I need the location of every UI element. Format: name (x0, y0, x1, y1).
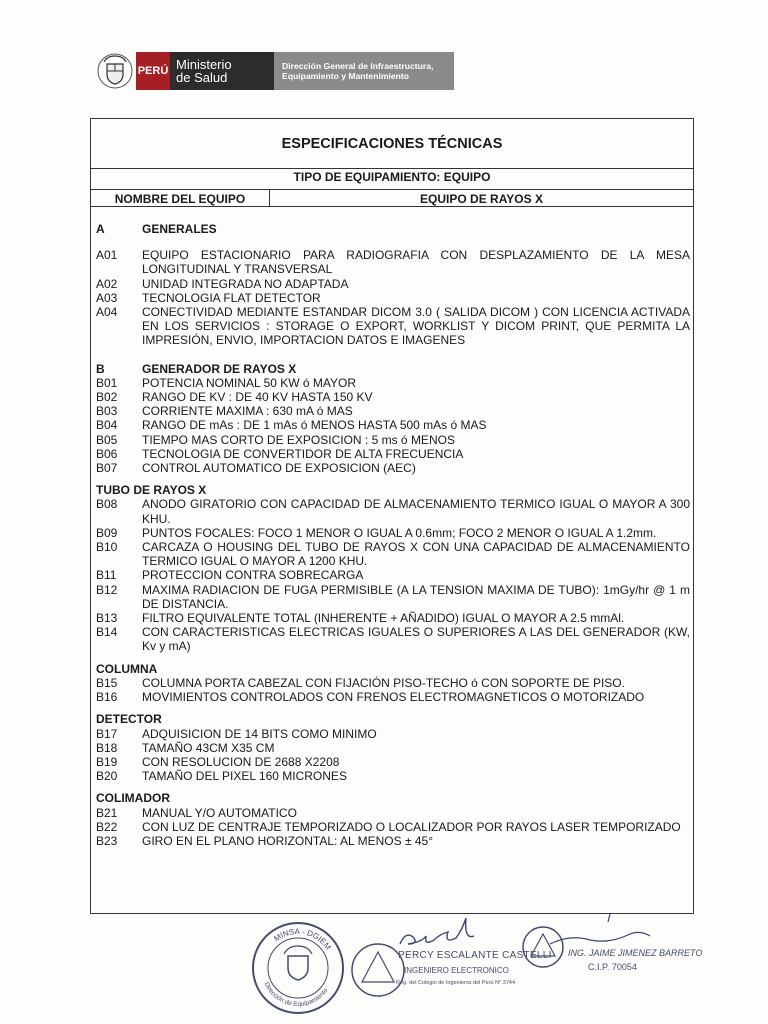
item-code: B15 (96, 675, 118, 690)
item-text: TIEMPO MAS CORTO DE EXPOSICION : 5 ms ó MENOS (142, 432, 455, 447)
directorate-name (274, 52, 454, 90)
item-text: FILTRO EQUIVALENTE TOTAL (INHERENTE + AÑADIDO) IGUAL O MAYOR A 2.5 mmAl. (142, 611, 625, 626)
item-code: A03 (96, 290, 118, 305)
seal-top-text: MINSA - DGIEM (272, 926, 333, 952)
item-code: B12 (96, 582, 118, 597)
document-title: ESPECIFICACIONES TÉCNICAS (281, 136, 503, 152)
item-code: B22 (96, 819, 118, 834)
item-text: PROTECCION CONTRA SOBRECARGA (142, 568, 364, 583)
signature-2-icon (540, 910, 680, 970)
item-code: B02 (96, 390, 118, 405)
item-text: CORRIENTE MAXIMA : 630 mA ó MAS (142, 404, 353, 419)
item-text: MANUAL Y/O AUTOMATICO (142, 805, 297, 820)
spec-item (96, 390, 692, 404)
spec-item (96, 834, 692, 848)
item-text: PUNTOS FOCALES: FOCO 1 MENOR O IGUAL A 0.6mm; FOCO 2 MENOR O IGUAL A 1.2mm. (142, 525, 657, 540)
official-seal-icon (250, 920, 346, 1016)
item-code: B10 (96, 540, 118, 555)
spec-item (96, 305, 692, 348)
subsection-title: TUBO DE RAYOS X (96, 483, 207, 498)
spec-item (96, 568, 692, 582)
item-text: CARCAZA O HOUSING DEL TUBO DE RAYOS X CON UNA CAPACIDAD DE ALMACENAMIENTO TERMICO IGUAL O MAYOR A 1200 KHU. (142, 540, 690, 569)
item-text: MAXIMA RADIACION DE FUGA PERMISIBLE (A LA TENSION MAXIMA DE TUBO): 1mGy/hr @ 1 m DE DISTANCIA. (142, 582, 690, 611)
item-code: B07 (96, 461, 118, 476)
item-code: B23 (96, 833, 118, 848)
item-code: A02 (96, 276, 118, 291)
spec-item (96, 820, 692, 834)
signer-1-registration: Reg. del Colegio de Ingenieros del Perú N° 3744 (396, 980, 515, 986)
spec-item (96, 583, 692, 611)
subsection-detector (96, 712, 692, 783)
item-code: B13 (96, 611, 118, 626)
equipment-type: TIPO DE EQUIPAMIENTO: EQUIPO (293, 170, 491, 184)
country-badge: PERÚ (136, 52, 170, 90)
item-code: A04 (96, 305, 118, 320)
divider (91, 206, 693, 207)
subsection-title: COLIMADOR (96, 791, 170, 806)
signature-1-icon (396, 914, 496, 954)
item-text: EQUIPO ESTACIONARIO PARA RADIOGRAFIA CON DESPLAZAMIENTO DE LA MESA LONGITUDINAL Y TRANSVERSAL (142, 248, 690, 277)
ministry-name (170, 52, 274, 90)
equipment-name-value: EQUIPO DE RAYOS X (420, 192, 543, 206)
spec-item (96, 277, 692, 291)
item-code: B01 (96, 375, 118, 390)
spec-item (96, 676, 692, 690)
signer-2-name: ING. JAIME JIMENEZ BARRETO (568, 948, 703, 958)
item-text: ADQUISICION DE 14 BITS COMO MINIMO (142, 726, 377, 741)
spec-item (96, 540, 692, 568)
item-text: GIRO EN EL PLANO HORIZONTAL: AL MENOS ± 45° (142, 833, 434, 848)
item-code: B20 (96, 769, 118, 784)
section-title: GENERALES (142, 222, 217, 236)
item-code: B17 (96, 726, 118, 741)
item-code: B08 (96, 497, 118, 512)
spec-item (96, 418, 692, 432)
item-text: CON RESOLUCION DE 2688 X2208 (142, 754, 340, 769)
subsection-tubo (96, 483, 692, 653)
section-letter: B (96, 361, 105, 376)
spec-item (96, 433, 692, 447)
divider (91, 168, 693, 169)
item-text: TECNOLOGIA FLAT DETECTOR (142, 290, 321, 305)
spec-content (96, 222, 692, 856)
directorate-line-1: Dirección General de Infraestructura, (282, 61, 434, 71)
subsection-title: DETECTOR (96, 712, 162, 727)
item-text: MOVIMIENTOS CONTROLADOS CON FRENOS ELECTROMAGNETICOS O MOTORIZADO (142, 690, 645, 705)
item-code: A01 (96, 248, 118, 263)
item-text: CON LUZ DE CENTRAJE TEMPORIZADO O LOCALIZADOR POR RAYOS LASER TEMPORIZADO (142, 819, 681, 834)
spec-item (96, 376, 692, 390)
equipment-name-label: NOMBRE DEL EQUIPO (114, 192, 246, 206)
equipment-name-row (91, 190, 693, 207)
ministry-line-2: de Salud (176, 70, 228, 85)
item-text: TAMAÑO 43CM X35 CM (142, 740, 275, 755)
section-heading (96, 362, 692, 376)
spec-item (96, 447, 692, 461)
item-text: TECNOLOGIA DE CONVERTIDOR DE ALTA FRECUENCIA (142, 446, 464, 461)
spec-item (96, 526, 692, 540)
spec-item (96, 625, 692, 653)
item-code: B03 (96, 404, 118, 419)
coat-of-arms-icon (96, 52, 134, 90)
item-text: TAMAÑO DEL PIXEL 160 MICRONES (142, 769, 347, 784)
subsection-colimador (96, 791, 692, 848)
item-code: B19 (96, 754, 118, 769)
section-heading (96, 222, 692, 236)
section-generales (96, 222, 692, 348)
ministry-header (96, 50, 454, 92)
spec-item (96, 291, 692, 305)
directorate-line-2: Equipamiento y Mantenimiento (282, 71, 410, 81)
item-text: CONTROL AUTOMATICO DE EXPOSICION (AEC) (142, 461, 416, 476)
spec-item (96, 404, 692, 418)
item-code: B04 (96, 418, 118, 433)
spec-item (96, 248, 692, 276)
signer-1-name: PERCY ESCALANTE CASTELLI (398, 950, 552, 961)
spec-item (96, 769, 692, 783)
item-text: RANGO DE KV : DE 40 KV HASTA 150 KV (142, 390, 373, 405)
item-code: B09 (96, 525, 118, 540)
item-code: B14 (96, 625, 118, 640)
spec-item (96, 690, 692, 704)
item-code: B16 (96, 690, 118, 705)
spec-item (96, 741, 692, 755)
seal-bottom-text: Dirección de Equipamiento (262, 981, 330, 1009)
spec-item (96, 727, 692, 741)
subsection-columna (96, 662, 692, 705)
item-code: B21 (96, 805, 118, 820)
spec-item (96, 461, 692, 475)
item-text: POTENCIA NOMINAL 50 KW ó MAYOR (142, 375, 357, 390)
item-code: B11 (96, 568, 117, 583)
ministry-line-1: Ministerio (176, 57, 232, 72)
spec-item (96, 806, 692, 820)
section-generador (96, 362, 692, 476)
signer-1-title: INGENIERO ELECTRONICO (404, 966, 509, 975)
signer-2-cip: C.I.P. 70054 (588, 962, 637, 972)
section-letter: A (96, 222, 105, 236)
stamps-area (0, 910, 768, 1024)
item-code: B18 (96, 740, 118, 755)
item-code: B05 (96, 432, 118, 447)
item-text: CON CARACTERISTICAS ELECTRICAS IGUALES O SUPERIORES A LAS DEL GENERADOR (KW, Kv y mA) (142, 625, 690, 654)
item-text: UNIDAD INTEGRADA NO ADAPTADA (142, 276, 349, 291)
subsection-title: COLUMNA (96, 661, 158, 676)
item-text: COLUMNA PORTA CABEZAL CON FIJACIÓN PISO-TECHO ó CON SOPORTE DE PISO. (142, 675, 625, 690)
item-text: RANGO DE mAs : DE 1 mAs ó MENOS HASTA 500 mAs ó MAS (142, 418, 487, 433)
section-title: GENERADOR DE RAYOS X (142, 361, 297, 376)
spec-item (96, 497, 692, 525)
item-code: B06 (96, 446, 118, 461)
item-text: CONECTIVIDAD MEDIANTE ESTANDAR DICOM 3.0 ( SALIDA DICOM ) CON LICENCIA ACTIVADA EN LOS SERVICIOS : STORAGE O EXPORT, WORKLIST Y DICOM PRINT, QUE PERMITA LA IMPRESIÓN, ENVIO, IMPORTACION DATOS E IMAGENES (142, 305, 690, 348)
spec-item (96, 755, 692, 769)
item-text: ANODO GIRATORIO CON CAPACIDAD DE ALMACENAMIENTO TERMICO IGUAL O MAYOR A 300 KHU. (142, 497, 690, 526)
spec-item (96, 611, 692, 625)
